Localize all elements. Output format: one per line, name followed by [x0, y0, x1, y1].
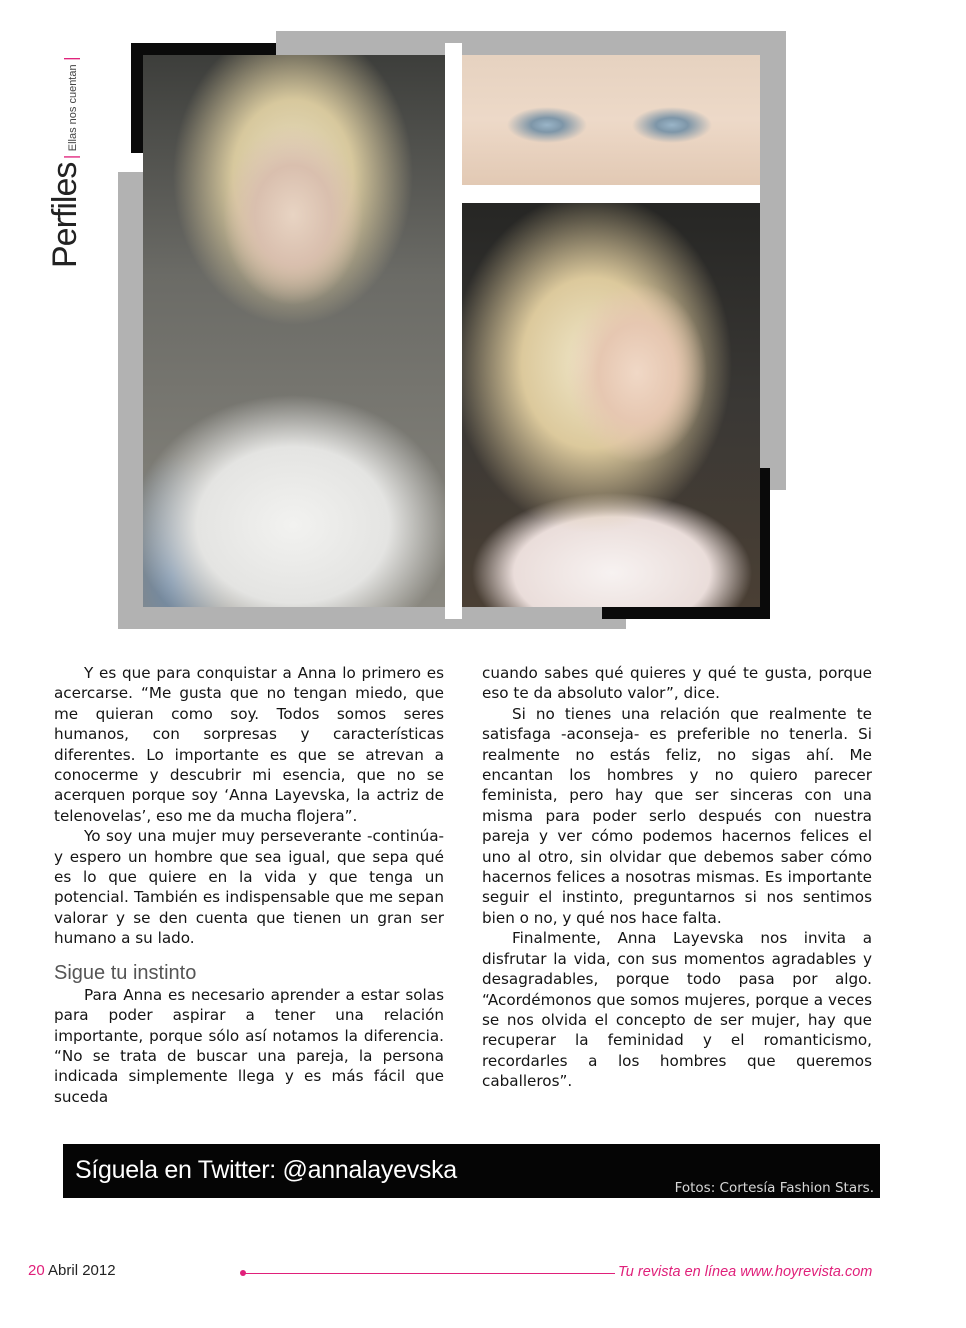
article-left-column — [54, 663, 444, 1107]
section-subtitle: Ellas nos cuentan — [67, 64, 79, 152]
article-paragraph: Si no tienes una relación que realmente te satisfaga -aconseja- es preferible no tenerla. Si realmente no estás feliz, no sigas ahí. Me encantan los hombres y no quiero parecer feminista, pero hay que ser sinceras con una misma para poder serlo después con nuestra pareja y ver cómo podemos hacernos felices el uno al otro, sin olvidar que debemos saber cómo hacernos felices a nosotras mismas. Es importante seguir el instinto, preguntarnos si nos sentimos bien o no, y qué nos hace falta. — [482, 704, 872, 927]
section-title: Perfiles — [46, 162, 84, 268]
section-separator: | — [61, 154, 80, 160]
article-paragraph: Yo soy una mujer muy perseverante -continúa- y espero un hombre que sea igual, que sepa qué es lo que quiere en la vida y que tenga un potencial. También es indispensable que me sepan valorar y se den cuenta que tienen un gran ser humano a su lado. — [54, 827, 444, 948]
footer-divider — [243, 1273, 615, 1274]
footer-tagline-link[interactable]: Tu revista en línea www.hoyrevista.com — [618, 1264, 873, 1280]
article-right-column — [482, 663, 872, 1092]
page-number: 20 — [28, 1262, 45, 1279]
footer-page-info — [28, 1262, 116, 1279]
twitter-handle-link[interactable]: Síguela en Twitter: @annalayevska — [75, 1156, 457, 1184]
frame-white-gutter-h — [462, 185, 760, 203]
eyes-closeup-photo — [462, 55, 760, 185]
issue-date: Abril 2012 — [48, 1262, 116, 1279]
article-paragraph: cuando sabes qué quieres y qué te gusta, porque eso te da absoluto valor”, dice. — [482, 664, 872, 703]
article-subheading: Sigue tu instinto — [54, 961, 197, 984]
article-paragraph: Para Anna es necesario aprender a estar solas para poder aspirar a tener una relación importante, porque sólo así notamos la diferencia. “No se trata de buscar una pareja, la persona indicada simplemente llega y es más fácil que suceda — [54, 985, 444, 1106]
portrait-photo-main — [143, 55, 445, 607]
frame-white-gutter — [445, 43, 462, 619]
photo-credit: Fotos: Cortesía Fashion Stars. — [674, 1180, 874, 1196]
article-paragraph: Y es que para conquistar a Anna lo primero es acercarse. “Me gusta que no tengan miedo, que me quieran como soy. Todos somos seres humanos, con sorpresas y características diferentes. Lo importante es que se atrevan a conocerme y descubrir mi esencia, que no se acerquen porque soy ‘Anna Layevska, la actriz de telenovelas’, eso me da mucha flojera”. — [54, 664, 444, 825]
section-label — [6, 48, 84, 268]
twitter-banner — [63, 1144, 880, 1198]
section-end-mark: | — [61, 56, 80, 62]
smiling-portrait-photo — [462, 203, 760, 607]
article-paragraph: Finalmente, Anna Layevska nos invita a disfrutar la vida, con sus momentos agradables y desagradables, porque todo pasa por algo. “Acordémonos que somos mujeres, porque a veces se nos olvida el concepto de ser mujer, hay que recuperar la feminidad y el romanticismo, recordarles a los hombres que queremos caballeros”. — [482, 929, 872, 1091]
